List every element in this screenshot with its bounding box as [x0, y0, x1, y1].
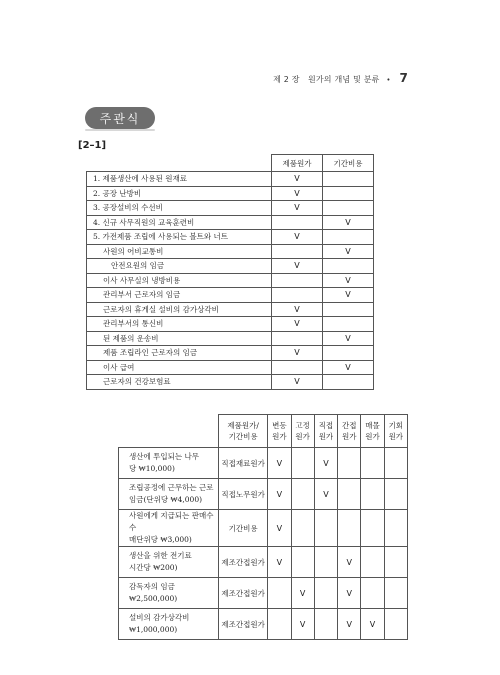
row-description — [119, 448, 219, 479]
check-cell — [361, 578, 384, 609]
row-description-line2: 매단위당 ₩3,000) — [129, 535, 192, 544]
table-row — [119, 578, 408, 609]
row-label: 사원의 어비교통비 — [87, 244, 272, 259]
section-badge: 주관식 — [85, 107, 155, 129]
product-cost-cell — [272, 215, 323, 230]
check-cell: V — [338, 609, 361, 640]
row-description-line1: 조립공정에 근무하는 근로 — [129, 483, 214, 492]
row-description-line2: 당 ₩10,000) — [129, 464, 175, 473]
product-cost-cell: V — [272, 172, 323, 187]
period-cost-cell — [323, 230, 374, 245]
check-cell — [384, 510, 407, 547]
period-cost-cell — [323, 375, 374, 390]
product-cost-cell: V — [272, 186, 323, 201]
check-cell — [361, 510, 384, 547]
row-description-line1: 생산에 투입되는 나무 — [129, 452, 199, 461]
classification-cell: 제조간접원가 — [219, 609, 268, 640]
col-header-top: 변동 — [272, 421, 287, 430]
row-label: 관리부서 근로자의 임금 — [87, 288, 272, 303]
check-cell — [268, 578, 291, 609]
product-cost-cell — [272, 273, 323, 288]
header-separator: • — [386, 76, 391, 84]
table-row — [87, 375, 374, 390]
col-header-bottom: 기간비용 — [228, 432, 258, 441]
header-blank-cell — [119, 415, 219, 448]
row-label: 제품 조립라인 근로자의 임금 — [87, 346, 272, 361]
period-cost-cell — [323, 317, 374, 332]
check-cell — [384, 609, 407, 640]
table-row — [87, 201, 374, 216]
table-row — [119, 448, 408, 479]
check-cell: V — [291, 609, 314, 640]
row-label: 근로자의 건강보험료 — [87, 375, 272, 390]
period-cost-cell: V — [323, 331, 374, 346]
col-header-top: 고정 — [295, 421, 310, 430]
check-cell — [384, 448, 407, 479]
row-label: 안전요원의 임금 — [87, 259, 272, 274]
chapter-number: 제 2 장 — [273, 75, 300, 84]
col-header-top: 직접 — [318, 421, 334, 430]
period-cost-cell — [323, 259, 374, 274]
row-description-line1: 설비의 감가상각비 — [129, 613, 190, 622]
period-cost-cell: V — [323, 244, 374, 259]
product-cost-cell: V — [272, 317, 323, 332]
check-cell — [338, 479, 361, 510]
row-label: 이사 급여 — [87, 360, 272, 375]
col-header-bottom: 원가 — [341, 432, 357, 441]
row-description — [119, 609, 219, 640]
table-row — [119, 479, 408, 510]
table-row — [87, 346, 374, 361]
row-label: 2. 공장 난방비 — [87, 186, 272, 201]
classification-cell: 기간비용 — [219, 510, 268, 547]
col-header — [361, 415, 384, 448]
row-description-line2: ₩2,500,000) — [129, 594, 178, 603]
row-label: 1. 제품생산에 사용된 원재료 — [87, 172, 272, 187]
check-cell: V — [268, 448, 291, 479]
period-cost-cell: V — [323, 360, 374, 375]
table-row — [87, 215, 374, 230]
table-header-row — [87, 155, 374, 172]
row-label: 된 제품의 운송비 — [87, 331, 272, 346]
table-row — [87, 331, 374, 346]
check-cell — [291, 547, 314, 578]
table-row — [87, 172, 374, 187]
row-description-line2: 임금(단위당 ₩4,000) — [129, 495, 203, 504]
product-cost-cell: V — [272, 346, 323, 361]
col-header-product-cost: 제품원가 — [272, 155, 323, 172]
row-description — [119, 510, 219, 547]
col-header-top: 매몰 — [365, 421, 380, 430]
col-header-bottom: 원가 — [295, 432, 310, 441]
table-row — [119, 609, 408, 640]
row-description-line1: 감독자의 임금 — [129, 582, 175, 591]
check-cell — [384, 547, 407, 578]
row-label: 3. 공장설비의 수선비 — [87, 201, 272, 216]
period-cost-cell — [323, 302, 374, 317]
period-cost-cell: V — [323, 273, 374, 288]
row-description — [119, 578, 219, 609]
check-cell — [361, 448, 384, 479]
check-cell — [268, 609, 291, 640]
table-row — [87, 288, 374, 303]
table-row — [87, 302, 374, 317]
product-cost-cell: V — [272, 302, 323, 317]
classification-cell: 직접노무원가 — [219, 479, 268, 510]
row-label: 관리부서의 통신비 — [87, 317, 272, 332]
row-description-line2: ₩1,000,000) — [129, 625, 178, 634]
period-cost-cell — [323, 201, 374, 216]
table-row — [87, 259, 374, 274]
check-cell: V — [338, 547, 361, 578]
product-cost-cell: V — [272, 259, 323, 274]
header-blank-cell — [87, 155, 272, 172]
check-cell: V — [291, 578, 314, 609]
table-row — [87, 273, 374, 288]
check-cell — [338, 510, 361, 547]
row-description-line1: 사원에게 지급되는 판매수수 — [129, 511, 214, 532]
col-header-top: 기회 — [388, 421, 404, 430]
product-cost-cell: V — [272, 201, 323, 216]
page-number: 7 — [399, 71, 408, 85]
col-header-period-cost: 기간비용 — [323, 155, 374, 172]
product-cost-cell — [272, 360, 323, 375]
page-header — [273, 71, 408, 85]
badge-shadow — [85, 129, 155, 131]
col-header — [384, 415, 407, 448]
check-cell — [314, 510, 337, 547]
check-cell — [384, 578, 407, 609]
cost-behavior-table — [118, 414, 408, 640]
chapter-title: 원가의 개념 및 분류 — [307, 75, 380, 84]
table-row — [87, 317, 374, 332]
table-header-row — [119, 415, 408, 448]
check-cell: V — [268, 510, 291, 547]
row-description — [119, 479, 219, 510]
col-header — [291, 415, 314, 448]
check-cell: V — [268, 479, 291, 510]
check-cell — [384, 479, 407, 510]
classification-cell: 직접재료원가 — [219, 448, 268, 479]
check-cell: V — [338, 578, 361, 609]
check-cell: V — [314, 479, 337, 510]
product-cost-cell: V — [272, 230, 323, 245]
col-header-bottom: 원가 — [318, 432, 334, 441]
check-cell — [314, 609, 337, 640]
period-cost-cell — [323, 346, 374, 361]
check-cell — [291, 479, 314, 510]
col-header-bottom: 원가 — [388, 432, 404, 441]
col-header-top: 간접 — [341, 421, 357, 430]
col-header-top: 제품원가/ — [227, 421, 259, 430]
check-cell: V — [268, 547, 291, 578]
col-header — [219, 415, 268, 448]
check-cell — [338, 448, 361, 479]
check-cell — [361, 547, 384, 578]
product-cost-cell — [272, 288, 323, 303]
row-label: 4. 신규 사무직원의 교육훈련비 — [87, 215, 272, 230]
product-cost-cell: V — [272, 375, 323, 390]
row-description — [119, 547, 219, 578]
period-cost-cell — [323, 172, 374, 187]
table-row — [87, 186, 374, 201]
product-cost-cell — [272, 331, 323, 346]
check-cell — [314, 578, 337, 609]
row-description-line1: 생산을 위한 전기료 — [129, 551, 192, 560]
check-cell: V — [314, 448, 337, 479]
check-cell — [314, 547, 337, 578]
row-label: 근로자의 휴게실 설비의 감가상각비 — [87, 302, 272, 317]
check-cell: V — [361, 609, 384, 640]
period-cost-cell: V — [323, 215, 374, 230]
table-row — [119, 510, 408, 547]
col-header — [314, 415, 337, 448]
period-cost-cell: V — [323, 288, 374, 303]
classification-cell: 제조간접원가 — [219, 547, 268, 578]
row-label: 5. 가전제품 조립에 사용되는 볼트와 너트 — [87, 230, 272, 245]
col-header — [268, 415, 291, 448]
cost-classification-table — [86, 154, 374, 390]
check-cell — [291, 510, 314, 547]
check-cell — [291, 448, 314, 479]
classification-cell: 제조간접원가 — [219, 578, 268, 609]
col-header-bottom: 원가 — [365, 432, 380, 441]
col-header — [338, 415, 361, 448]
row-description-line2: 시간당 ₩200) — [129, 563, 178, 572]
table-row — [119, 547, 408, 578]
product-cost-cell — [272, 244, 323, 259]
table-row — [87, 244, 374, 259]
col-header-bottom: 원가 — [272, 432, 287, 441]
row-label: 이사 사무실의 냉방비용 — [87, 273, 272, 288]
check-cell — [361, 479, 384, 510]
problem-label: [2–1] — [78, 140, 107, 151]
period-cost-cell — [323, 186, 374, 201]
table-row — [87, 360, 374, 375]
table-row — [87, 230, 374, 245]
